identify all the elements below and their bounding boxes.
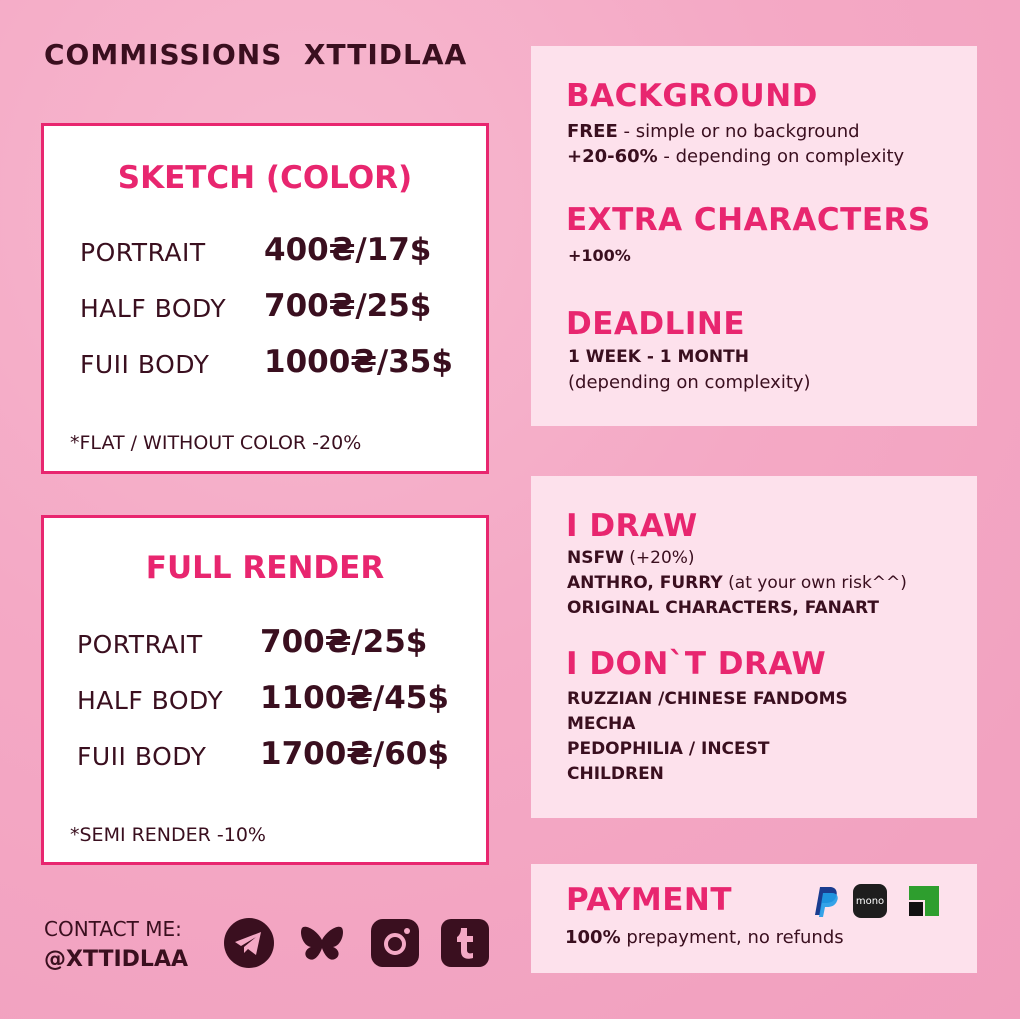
- paypal-icon: [806, 884, 840, 918]
- deadline-heading: DEADLINE: [566, 306, 746, 342]
- info-box-subjects: [531, 476, 977, 818]
- deadline-note: (depending on complexity): [568, 372, 811, 393]
- i-dont-draw-heading: I DON`T DRAW: [566, 646, 827, 682]
- i-draw-originals: ORIGINAL CHARACTERS, FANART: [567, 598, 879, 618]
- extra-characters-heading: EXTRA CHARACTERS: [566, 202, 931, 238]
- privatbank-icon: [907, 884, 941, 918]
- monobank-icon: [853, 884, 887, 918]
- info-box-options: [531, 46, 977, 426]
- render-note: *SEMI RENDER -10%: [70, 824, 266, 846]
- sketch-portrait-label: PORTRAIT: [80, 238, 206, 267]
- sketch-half-body-label: HALF BODY: [80, 294, 227, 323]
- render-heading: FULL RENDER: [145, 550, 385, 586]
- i-dont-draw-item: RUZZIAN /CHINESE FANDOMS: [567, 689, 848, 709]
- info-box-payment: [531, 864, 977, 973]
- render-half-body-price: 1100₴/45$: [260, 680, 449, 716]
- i-dont-draw-item: MECHA: [567, 714, 636, 734]
- page-title: COMMISSIONS XTTIDLAA: [44, 38, 468, 71]
- background-line-free: FREE - simple or no background: [567, 121, 860, 142]
- i-draw-nsfw: NSFW (+20%): [567, 548, 695, 568]
- i-dont-draw-item: CHILDREN: [567, 764, 664, 784]
- payment-terms: 100% prepayment, no refunds: [565, 927, 844, 948]
- telegram-icon[interactable]: [224, 918, 274, 968]
- sketch-full-body-price: 1000₴/35$: [264, 344, 453, 380]
- i-draw-anthro: ANTHRO, FURRY (at your own risk^^): [567, 573, 907, 593]
- sketch-heading: SKETCH (COLOR): [117, 160, 413, 196]
- render-portrait-label: PORTRAIT: [77, 630, 203, 659]
- render-full-body-label: FUII BODY: [77, 742, 207, 771]
- sketch-portrait-price: 400₴/17$: [264, 232, 432, 268]
- sketch-note: *FLAT / WITHOUT COLOR -20%: [70, 432, 362, 454]
- render-half-body-label: HALF BODY: [77, 686, 224, 715]
- monobank-label: mono: [855, 895, 885, 907]
- sketch-price-box: [41, 123, 489, 474]
- i-draw-heading: I DRAW: [566, 508, 698, 544]
- payment-heading: PAYMENT: [566, 882, 732, 918]
- render-portrait-price: 700₴/25$: [260, 624, 428, 660]
- background-heading: BACKGROUND: [566, 78, 818, 114]
- background-line-extra: +20-60% - depending on complexity: [567, 146, 905, 167]
- tumblr-icon[interactable]: [440, 918, 490, 968]
- contact-handle[interactable]: @XTTIDLAA: [44, 947, 188, 972]
- contact-label: CONTACT ME:: [44, 917, 182, 941]
- extra-characters-value: +100%: [568, 246, 631, 265]
- sketch-full-body-label: FUII BODY: [80, 350, 210, 379]
- sketch-half-body-price: 700₴/25$: [264, 288, 432, 324]
- instagram-icon[interactable]: [370, 918, 420, 968]
- render-price-box: [41, 515, 489, 865]
- i-dont-draw-item: PEDOPHILIA / INCEST: [567, 739, 770, 759]
- bluesky-icon[interactable]: [297, 918, 347, 968]
- deadline-range: 1 WEEK - 1 MONTH: [568, 347, 749, 367]
- render-full-body-price: 1700₴/60$: [260, 736, 449, 772]
